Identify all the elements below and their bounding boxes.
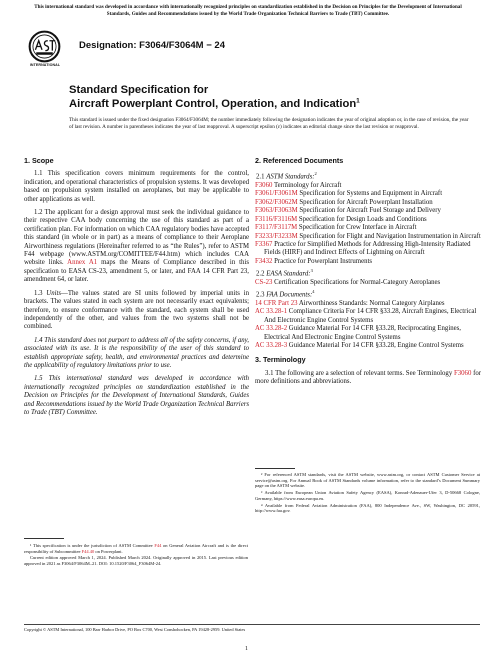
easa-reference-code-link[interactable]: CS-23 <box>255 278 273 286</box>
footnotes-right <box>255 472 480 515</box>
footnote-1-edition: Current edition approved March 1, 2024. Published March 2024. Originally approved in 2015. Last previous edition approved in 2021 as F3064/F3064M–21. DOI: 10.1520/F3064_F3064M-24. <box>24 555 248 567</box>
para-3-1-text-cont: for more definitions and abbreviations. <box>255 369 482 386</box>
footnote-4: ⁴ Available from Federal Aviation Administration (FAA), 800 Independence Ave., SW, Washington, DC 20591, http://www.faa.gov. <box>255 502 480 514</box>
faa-reference-code-link[interactable]: AC 33.28-2 <box>255 325 288 333</box>
para-3-1 <box>255 370 481 387</box>
astm-reference-title: Terminology for Aircraft <box>272 182 342 190</box>
title-line-2 <box>69 98 469 112</box>
f44-40-link[interactable]: F44.40 <box>81 548 95 554</box>
footnote-1-text: ¹ This specification is under the jurisdiction of ASTM Committee <box>30 543 155 548</box>
annex-a1-link[interactable]: Annex A1 <box>67 259 98 267</box>
faa-documents-subhead <box>255 288 481 300</box>
astm-reference-item <box>255 207 481 215</box>
footnote-1-text-end: on Powerplant. <box>94 548 123 554</box>
easa-standard-subhead <box>255 267 481 279</box>
f44-link[interactable]: F44 <box>154 543 162 548</box>
scope-heading: 1. Scope <box>24 156 54 165</box>
footnote-1-text-cont: on General Aviation Aircraft and is the direct responsibility of Subcommittee <box>24 543 248 554</box>
easa-reference-item <box>255 279 481 287</box>
title-text: Aircraft Powerplant Control, Operation, and Indication <box>69 97 357 110</box>
faa-reference-item <box>255 300 481 308</box>
page-number: 1 <box>245 646 248 652</box>
referenced-documents-heading: 2. Referenced Documents <box>255 156 344 165</box>
units-label: Units <box>46 289 62 297</box>
terminology-heading: 3. Terminology <box>255 355 306 365</box>
astm-reference-code-link[interactable]: F3432 <box>255 257 273 265</box>
right-column <box>255 157 481 392</box>
issuance-note: This standard is issued under the fixed designation F3064/F3064M; the number immediately following the designation indicates the year of original adoption or, in the case of revision, the year of last revision. A number in parentheses indicates the year of last reapproval. A superscript epsilon (ε) indicates an editorial change since the last revision or reapproval. <box>69 117 469 130</box>
para-3-1-text: 3.1 The following are a selection of relevant terms. See Terminology <box>265 369 454 377</box>
para-1-3-text: —The values stated are SI units followed by imperial units in brackets. The values stated in each system are not necessarily exact equivalents; therefore, to ensure conformance with the standard, each system shall be used independently of the other, and values from the two systems shall not be combined. <box>24 289 249 331</box>
f3060-link[interactable]: F3060 <box>453 369 472 377</box>
astm-reference-item <box>255 216 481 224</box>
easa-subhead-number: 2.2 <box>256 270 267 278</box>
logo-subtext: INTERNATIONAL <box>29 63 61 67</box>
faa-reference-title: Guidance Material For 14 CFR §33.28, Reciprocating Engines, Electrical And Electronic Engine Control Systems <box>264 325 461 341</box>
faa-reference-title: Guidance Material For 14 CFR §33.28, Engine Control Systems <box>287 341 464 349</box>
para-1-3 <box>24 290 249 332</box>
title-footnote-ref[interactable]: 1 <box>356 96 360 104</box>
footnote-2: ² For referenced ASTM standards, visit the ASTM website, www.astm.org, or contact ASTM Customer Service at service@astm.org. For Annual Book of ASTM Standards volume information, refer to the standard’s Document Summary page on the ASTM website. <box>255 472 480 489</box>
astm-reference-title: Specification for Design Loads and Conditions <box>297 215 427 223</box>
para-1-2 <box>24 209 249 285</box>
astm-reference-list <box>255 182 481 266</box>
footnote-1 <box>24 543 248 554</box>
astm-reference-item <box>255 199 481 207</box>
astm-reference-code-link[interactable]: F3233/F3233M <box>255 232 298 240</box>
astm-reference-title: Practice for Powerplant Instruments <box>272 257 373 265</box>
astm-reference-item <box>255 190 481 198</box>
astm-subhead-number: 2.1 <box>256 173 267 181</box>
astm-reference-title: Specification for Aircraft Powerplant Installation <box>297 198 433 206</box>
astm-reference-title: Practice for Simplified Methods for Addressing High-Intensity Radiated Fields (HIRF) and Indirect Effects of Lightning on Aircraft <box>264 240 471 257</box>
astm-reference-item <box>255 233 481 241</box>
faa-reference-item <box>255 325 481 342</box>
para-1-2-text-cont: maps the Means of Compliance described in this specification to EASA CS-23, amendment 5, or later, and FAA 14 CFR Part 23, amendment 64, or later. <box>24 259 249 284</box>
faa-reference-code-link[interactable]: AC 33.28-1 <box>255 308 288 316</box>
faa-reference-title: Compliance Criteria For 14 CFR §33.28, Aircraft Engines, Electrical And Electronic Engine Control Systems <box>264 308 477 324</box>
faa-subhead-label: FAA Documents: <box>266 291 313 299</box>
faa-reference-list <box>255 300 481 350</box>
astm-reference-code-link[interactable]: F3060 <box>255 182 273 190</box>
astm-standards-subhead <box>255 170 481 182</box>
para-1-5: 1.5 This international standard was developed in accordance with internationally recognized principles on standardization established in the Decision on Principles for the Development of International Standards, Guides and Recommendations issued by the World Trade Organization Technical Barriers to Trade (TBT) Committee. <box>24 375 249 416</box>
astm-reference-code-link[interactable]: F3367 <box>255 240 273 248</box>
designation: Designation: F3064/F3064M − 24 <box>79 40 225 51</box>
copyright-notice: Copyright © ASTM International, 100 Barr Harbor Drive, PO Box C700, West Conshohocken, PA 19428-2959. United States <box>24 627 246 632</box>
astm-reference-title: Specification for Aircraft Fuel Storage and Delivery <box>297 207 441 215</box>
astm-reference-code-link[interactable]: F3063/F3063M <box>255 207 298 215</box>
document-title <box>69 84 469 111</box>
copyright-divider <box>24 624 480 625</box>
footnote-divider <box>24 538 64 539</box>
para-1-3-label: 1.3 <box>34 289 47 297</box>
faa-subhead-number: 2.3 <box>256 291 267 299</box>
easa-subhead-label: EASA Standard: <box>266 270 311 278</box>
footnote-divider-right <box>255 468 295 469</box>
footnote-4-ref[interactable]: 4 <box>312 289 315 295</box>
astm-reference-title: Specification for Flight and Navigation Instrumentation in Aircraft <box>297 232 481 240</box>
faa-reference-item <box>255 308 481 325</box>
faa-reference-item <box>255 342 481 350</box>
para-1-2-text: 1.2 The applicant for a design approval must seek the individual guidance to their respective CAA body concerning the use of this standard as part of a certification plan. For information on which CAA regulatory bodies have accepted this standard (in whole or in part) as a means of compliance to their Aeroplane Airworthiness regulations (Hereinafter referred to as “the Rules”), refer to ASTM F44 webpage (www.ASTM.org/COMITTEE/F44.htm) which includes CAA website links. <box>24 209 249 267</box>
astm-subhead-label: ASTM Standards: <box>266 173 315 181</box>
footnote-3: ³ Available from European Union Aviation Safety Agency (EASA), Konrad-Adenauer-Ufer 3, D-50668 Cologne, Germany, https://www.easa.europa.eu. <box>255 490 480 501</box>
astm-reference-item <box>255 258 481 266</box>
para-1-1: 1.1 This specification covers minimum requirements for the control, indication, and operational characteristics of propulsion systems. It was developed based on propulsion system installed on aeroplanes, but may be applicable to other applications as well. <box>24 170 249 203</box>
title-line-1: Standard Specification for <box>69 84 209 96</box>
astm-reference-title: Specification for Systems and Equipment in Aircraft <box>297 190 443 198</box>
left-column <box>24 157 249 422</box>
astm-logo-icon <box>28 30 61 63</box>
astm-reference-title: Specification for Crew Interface in Aircraft <box>297 224 417 232</box>
astm-reference-code-link[interactable]: F3116/F3116M <box>255 215 298 223</box>
easa-reference-title: Certification Specifications for Normal-Category Aeroplanes <box>272 278 441 286</box>
footnotes-left <box>24 543 248 568</box>
top-notice: This international standard was developed in accordance with internationally recognized principles on standardization established in the Decision on Principles for the Development of International Standards, Guides and Recommendations issued by the World Trade Organization Technical Barriers to Trade (TBT) Committee. <box>34 4 462 17</box>
astm-reference-item <box>255 224 481 232</box>
astm-reference-code-link[interactable]: F3062/F3062M <box>255 198 298 206</box>
para-1-4: 1.4 This standard does not purport to address all of the safety concerns, if any, associated with its use. It is the responsibility of the user of this standard to establish appropriate safety, health, and environmental practices and determine the applicability of regulatory limitations prior to use. <box>24 336 249 369</box>
astm-reference-code-link[interactable]: F3117/F3117M <box>255 224 298 232</box>
faa-reference-code-link[interactable]: AC 33.28-3 <box>255 341 288 349</box>
astm-reference-item <box>255 241 481 258</box>
astm-reference-code-link[interactable]: F3061/F3061M <box>255 190 298 198</box>
easa-reference-list <box>255 279 481 287</box>
astm-reference-item <box>255 182 481 190</box>
faa-reference-title: Airworthiness Standards: Normal Category Airplanes <box>297 299 445 307</box>
footnote-3-ref[interactable]: 3 <box>310 268 313 274</box>
footnote-2-ref[interactable]: 2 <box>314 171 317 177</box>
faa-reference-code-link[interactable]: 14 CFR Part 23 <box>255 299 298 307</box>
